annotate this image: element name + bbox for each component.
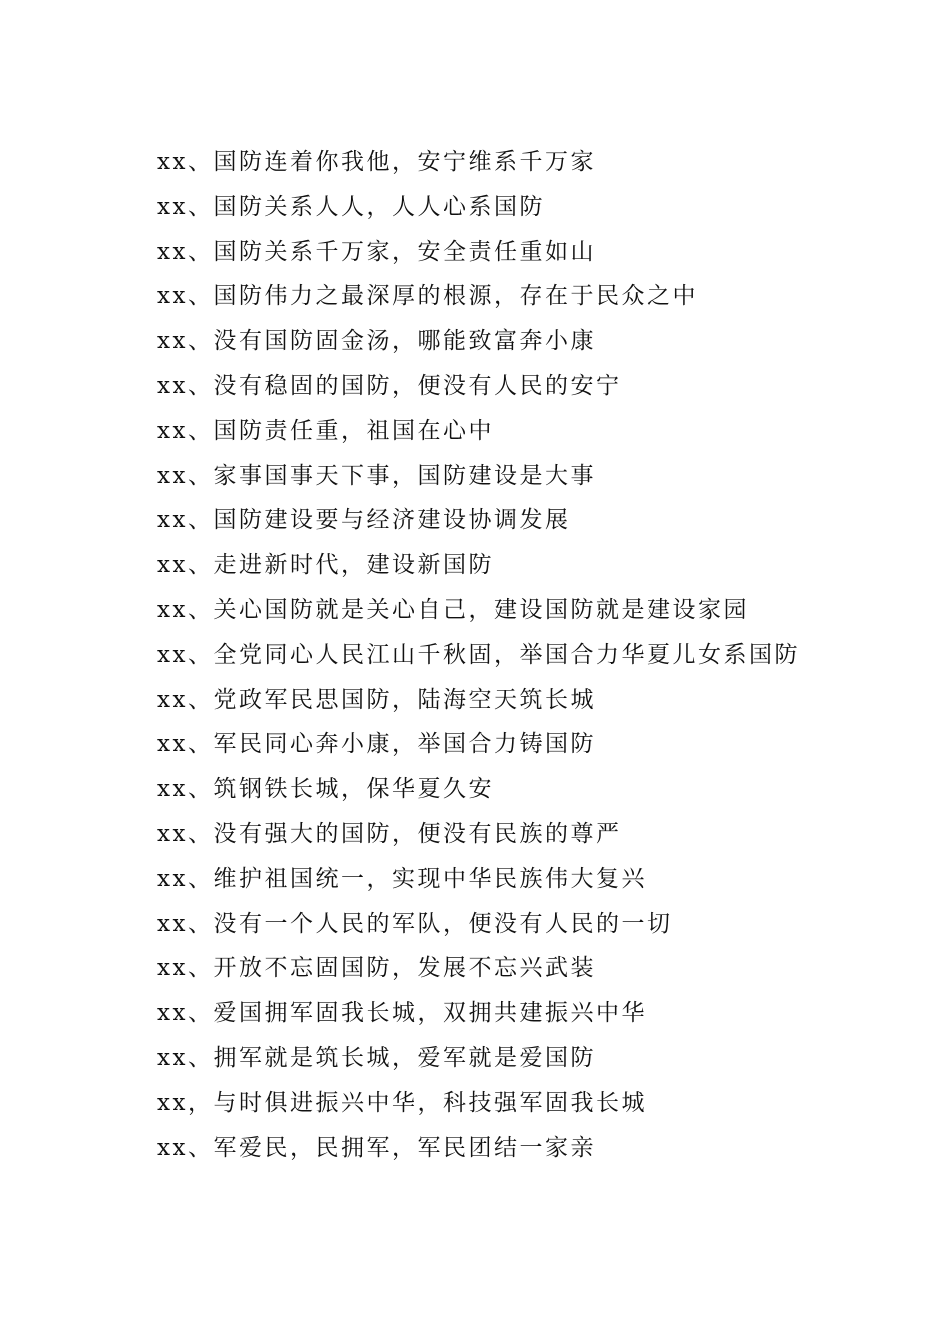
slogan-line: xx、军民同心奔小康，举国合力铸国防 bbox=[157, 731, 596, 758]
slogan-line: xx、走进新时代，建设新国防 bbox=[157, 552, 494, 579]
slogan-line: xx、党政军民思国防，陆海空天筑长城 bbox=[157, 686, 596, 713]
slogan-line: xx、拥军就是筑长城，爱军就是爱国防 bbox=[157, 1044, 596, 1071]
slogan-line: xx、开放不忘固国防，发展不忘兴武装 bbox=[157, 955, 596, 982]
slogan-line: xx、维护祖国统一，实现中华民族伟大复兴 bbox=[157, 865, 647, 892]
slogan-line: xx，与时俱进振兴中华，科技强军固我长城 bbox=[157, 1089, 647, 1116]
slogan-line: xx、全党同心人民江山千秋固，举国合力华夏儿女系国防 bbox=[157, 641, 800, 668]
slogan-line: xx、关心国防就是关心自己，建设国防就是建设家园 bbox=[157, 596, 749, 623]
slogan-line: xx、筑钢铁长城，保华夏久安 bbox=[157, 776, 494, 803]
slogan-line: xx、国防伟力之最深厚的根源，存在于民众之中 bbox=[157, 283, 698, 310]
slogan-line: xx、没有国防固金汤，哪能致富奔小康 bbox=[157, 328, 596, 355]
slogan-line: xx、没有稳固的国防，便没有人民的安宁 bbox=[157, 372, 622, 399]
slogan-line: xx、国防关系人人，人人心系国防 bbox=[157, 193, 545, 220]
slogan-line: xx、没有一个人民的军队，便没有人民的一切 bbox=[157, 910, 673, 937]
slogan-line: xx、国防建设要与经济建设协调发展 bbox=[157, 507, 571, 534]
slogan-line: xx、没有强大的国防，便没有民族的尊严 bbox=[157, 820, 622, 847]
slogan-list bbox=[157, 140, 800, 1170]
slogan-line: xx、家事国事天下事，国防建设是大事 bbox=[157, 462, 596, 489]
slogan-line: xx、爱国拥军固我长城，双拥共建振兴中华 bbox=[157, 1000, 647, 1027]
slogan-line: xx、国防关系千万家，安全责任重如山 bbox=[157, 238, 596, 265]
slogan-line: xx、军爱民，民拥军，军民团结一家亲 bbox=[157, 1134, 596, 1161]
slogan-line: xx、国防连着你我他，安宁维系千万家 bbox=[157, 149, 596, 175]
slogan-line: xx、国防责任重，祖国在心中 bbox=[157, 417, 494, 444]
